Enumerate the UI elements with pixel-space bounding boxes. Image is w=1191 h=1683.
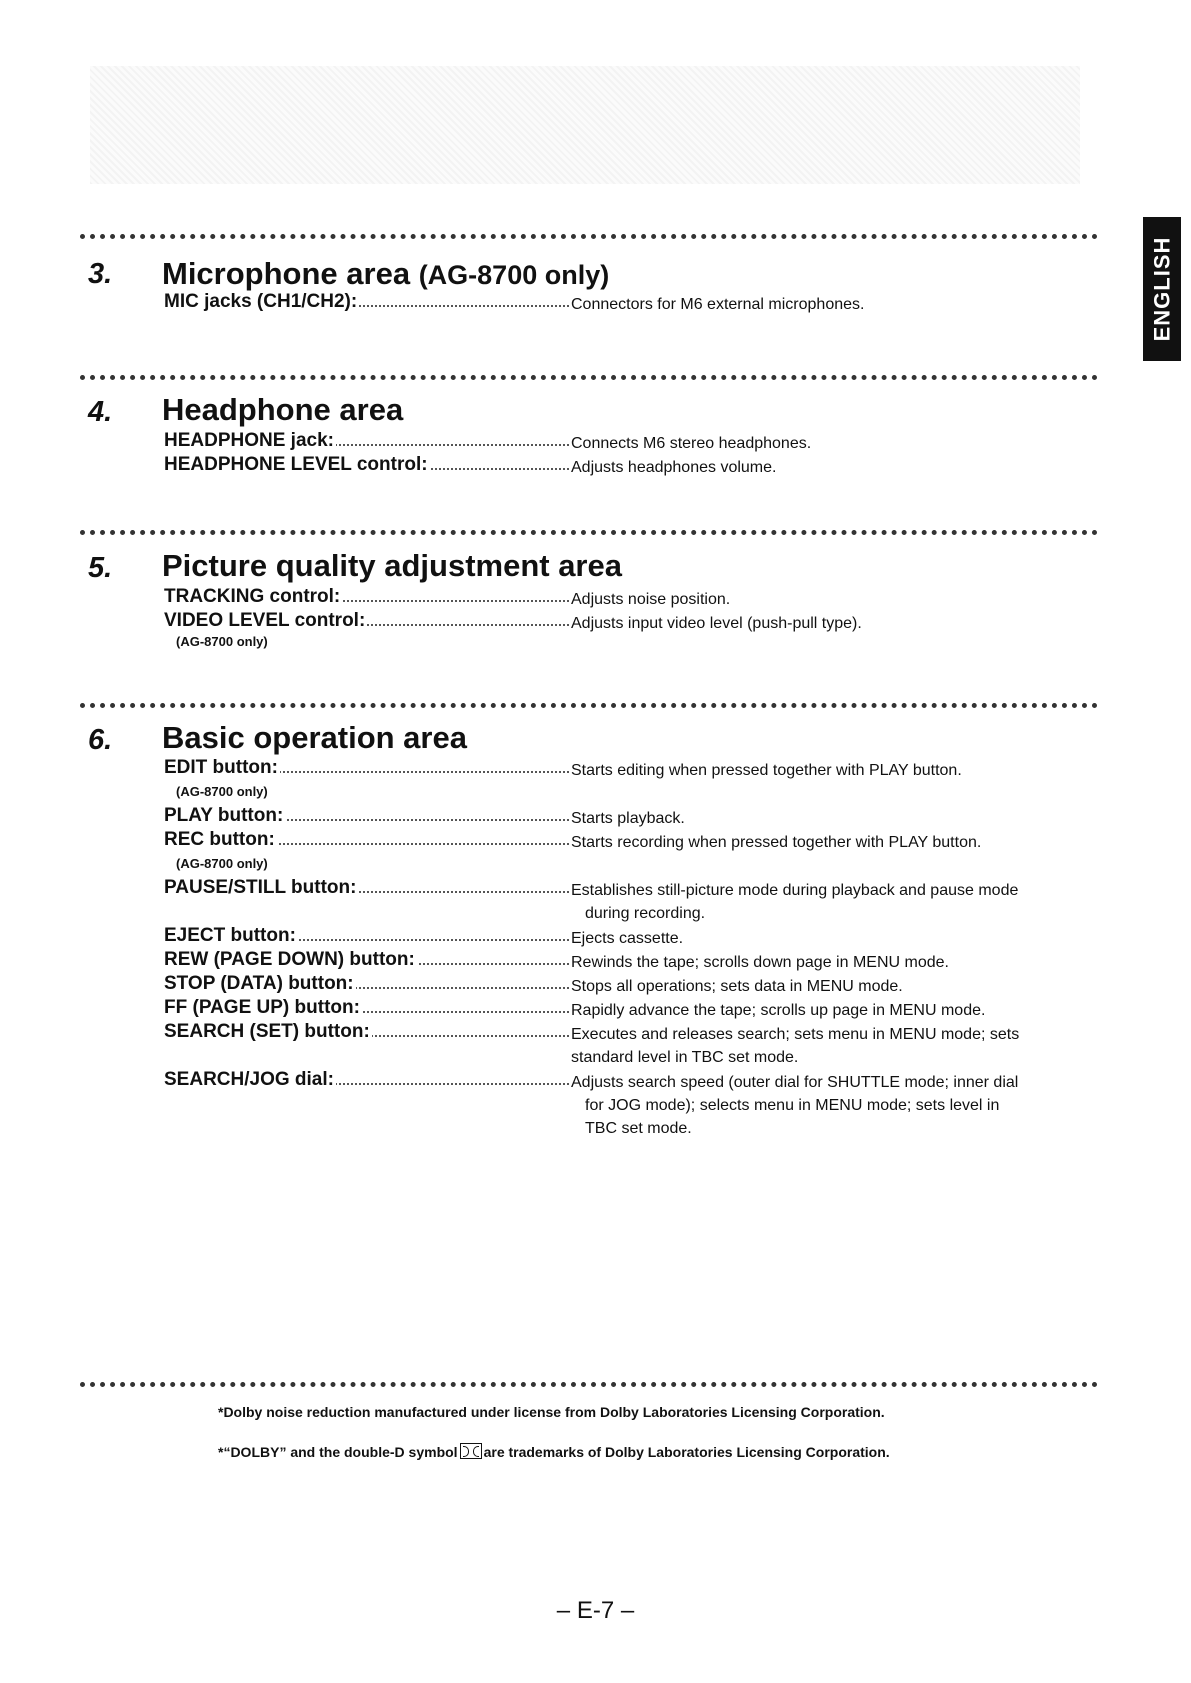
- item-label: REW (PAGE DOWN) button:: [164, 949, 415, 970]
- item-label: STOP (DATA) button:: [164, 973, 354, 994]
- item-desc: Adjusts headphones volume.: [571, 459, 777, 476]
- section-title: Picture quality adjustment area: [162, 548, 622, 583]
- language-tab: ENGLISH: [1143, 217, 1181, 361]
- item-row: [164, 291, 1088, 313]
- model-note: (AG-8700 only): [176, 634, 268, 649]
- item-label: FF (PAGE UP) button:: [164, 997, 360, 1018]
- item-row: [164, 454, 1088, 476]
- section-number: 6.: [88, 724, 113, 756]
- item-row: [164, 877, 1088, 922]
- item-desc: Starts editing when pressed together with PLAY button.: [571, 762, 962, 779]
- item-row: [164, 430, 1088, 452]
- item-label: HEADPHONE LEVEL control:: [164, 454, 428, 475]
- item-label: SEARCH/JOG dial:: [164, 1069, 334, 1090]
- item-label: PAUSE/STILL button:: [164, 877, 357, 898]
- dotted-divider: [80, 530, 1098, 535]
- footnote-dolby-trademark: *“DOLBY” and the double-D symbol are trademarks of Dolby Laboratories Licensing Corporation.: [218, 1444, 890, 1460]
- scanned-image-artifact: [90, 66, 1080, 184]
- item-desc: Ejects cassette.: [571, 930, 684, 947]
- dotted-divider: [80, 234, 1098, 239]
- item-label: SEARCH (SET) button:: [164, 1021, 370, 1042]
- item-desc: Rapidly advance the tape; scrolls up page in MENU mode.: [571, 1002, 986, 1019]
- item-row: [164, 1021, 1088, 1066]
- item-row: [164, 973, 1088, 995]
- section-title: Basic operation area: [162, 720, 467, 755]
- model-note: (AG-8700 only): [176, 784, 268, 799]
- double-d-symbol-icon: [460, 1443, 482, 1459]
- item-label: MIC jacks (CH1/CH2):: [164, 291, 358, 312]
- section-number: 4.: [88, 396, 113, 428]
- model-note: (AG-8700 only): [176, 856, 268, 871]
- item-desc: Starts playback.: [571, 810, 685, 827]
- item-row: [164, 1069, 1088, 1137]
- item-label: EDIT button:: [164, 757, 278, 778]
- item-label: VIDEO LEVEL control:: [164, 610, 366, 631]
- item-label: TRACKING control:: [164, 586, 341, 607]
- item-desc: Adjusts search speed (outer dial for SHUTTLE mode; inner dial for JOG mode); selects menu in MENU mode; sets level in TBC set mode.: [571, 1074, 1019, 1137]
- item-desc: Rewinds the tape; scrolls down page in MENU mode.: [571, 954, 949, 971]
- item-desc: Executes and releases search; sets menu in MENU mode; sets standard level in TBC set mode.: [571, 1026, 1020, 1066]
- dotted-divider: [80, 703, 1098, 708]
- item-label: PLAY button:: [164, 805, 284, 826]
- section-title: Headphone area: [162, 392, 404, 427]
- item-row: [164, 949, 1088, 971]
- item-row: [164, 805, 1088, 827]
- item-row: [164, 757, 1088, 779]
- item-row: [164, 997, 1088, 1019]
- item-row: [164, 829, 1088, 851]
- item-row: [164, 925, 1088, 947]
- item-desc: Connectors for M6 external microphones.: [571, 296, 865, 313]
- section-number: 5.: [88, 552, 113, 584]
- item-row: [164, 586, 1088, 608]
- item-desc: Establishes still-picture mode during playback and pause mode during recording.: [571, 882, 1019, 922]
- item-desc: Adjusts noise position.: [571, 591, 731, 608]
- page-number: – E-7 –: [556, 1597, 635, 1624]
- item-desc: Connects M6 stereo headphones.: [571, 435, 812, 452]
- item-label: HEADPHONE jack:: [164, 430, 334, 451]
- section-title: Microphone area (AG-8700 only): [162, 256, 610, 291]
- item-label: EJECT button:: [164, 925, 296, 946]
- footnote-dolby-license: *Dolby noise reduction manufactured under license from Dolby Laboratories Licensing Corporation.: [218, 1404, 885, 1420]
- item-desc: Stops all operations; sets data in MENU mode.: [571, 978, 903, 995]
- item-label: REC button:: [164, 829, 275, 850]
- item-desc: Starts recording when pressed together with PLAY button.: [571, 834, 982, 851]
- item-desc: Adjusts input video level (push-pull type).: [571, 615, 862, 632]
- dotted-divider: [80, 1382, 1098, 1387]
- dotted-divider: [80, 375, 1098, 380]
- item-row: [164, 610, 1088, 632]
- section-number: 3.: [88, 258, 113, 290]
